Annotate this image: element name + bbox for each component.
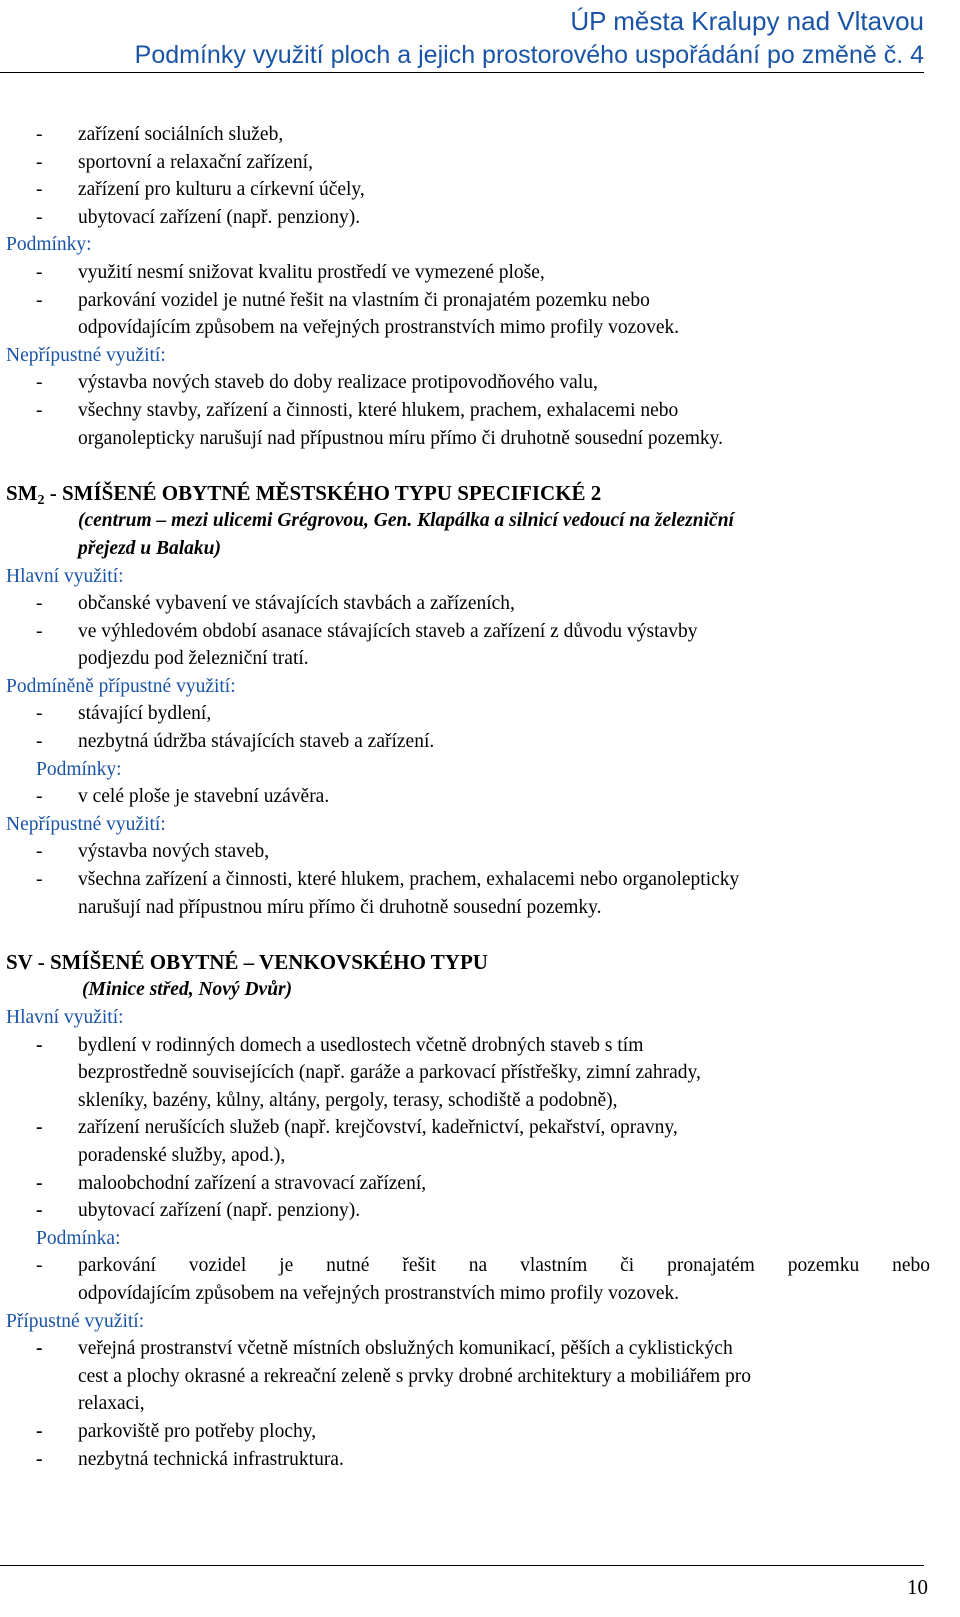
list-item: - zařízení sociálních služeb, [36, 124, 284, 145]
list-item-continuation: organolepticky narušují nad přípustnou míru přímo či druhotně sousední pozemky. [78, 427, 724, 449]
list-item: - všechna zařízení a činnosti, které hlukem, prachem, exhalacemi nebo organolepticky [36, 869, 740, 891]
condition-label: Podmínka: [36, 1227, 121, 1249]
allowed-use-label: Přípustné využití: [6, 1310, 145, 1332]
page-header [0, 0, 924, 73]
conditions-label: Podmínky: [6, 234, 92, 256]
list-item: - ubytovací zařízení (např. penziony). [36, 206, 361, 228]
section-location-continuation: přejezd u Balaku) [78, 537, 222, 559]
section-location: (centrum – mezi ulicemi Grégrovou, Gen. Klapálka a silnicí vedoucí na železniční [78, 510, 734, 532]
list-item-continuation: narušují nad přípustnou míru přímo či druhotně sousední pozemky. [78, 896, 602, 918]
list-item: - zařízení nerušících služeb (např. krejčovství, kadeřnictví, pekařství, opravny, [36, 1117, 678, 1139]
conditional-use-label: Podmíněně přípustné využití: [6, 675, 236, 697]
list-item-continuation: odpovídajícím způsobem na veřejných prostranstvích mimo profily vozovek. [78, 317, 680, 339]
list-item-continuation: odpovídajícím způsobem na veřejných prostranstvích mimo profily vozovek. [78, 1282, 680, 1304]
document-title: ÚP města Kralupy nad Vltavou [570, 6, 924, 36]
list-item: - sportovní a relaxační zařízení, [36, 151, 313, 173]
list-item: - ubytovací zařízení (např. penziony). [36, 1200, 361, 1222]
list-item: - nezbytná technická infrastruktura. [36, 1448, 344, 1470]
forbidden-label: Nepřípustné využití: [6, 344, 166, 366]
footer-divider [0, 1565, 924, 1566]
section-location: (Minice střed, Nový Dvůr) [82, 979, 293, 1001]
list-item: - občanské vybavení ve stávajících stavbách a zařízeních, [36, 593, 515, 615]
list-item: - výstavba nových staveb, [36, 841, 270, 863]
page-number: 10 [907, 1575, 928, 1599]
section-heading-sv: SV - SMÍŠENÉ OBYTNÉ – VENKOVSKÉHO TYPU [6, 949, 488, 974]
list-item: - parkoviště pro potřeby plochy, [36, 1420, 317, 1442]
list-item: - parkování vozidel je nutné řešit na vlastním či pronajatém pozemku nebo [36, 1255, 930, 1277]
list-item: - využití nesmí snižovat kvalitu prostředí ve vymezené ploše, [36, 261, 545, 283]
list-item-continuation: skleníky, bazény, kůlny, altány, pergoly, terasy, schodiště a podobně), [78, 1089, 618, 1111]
list-item-continuation: bezprostředně souvisejících (např. garáže a parkovací přístřešky, zimní zahrady, [78, 1062, 701, 1084]
list-item: - výstavba nových staveb do doby realizace protipovodňového valu, [36, 372, 598, 394]
list-item-continuation: relaxaci, [78, 1393, 145, 1415]
list-item: - maloobchodní zařízení a stravovací zařízení, [36, 1172, 427, 1194]
list-item: - všechny stavby, zařízení a činnosti, které hlukem, prachem, exhalacemi nebo [36, 399, 679, 421]
list-item: - stávající bydlení, [36, 703, 212, 725]
section-heading-sm2: $SM_2$ - SMÍŠENÉ OBYTNÉ MĚSTSKÉHO TYPU SPECIFICKÉ 2 [6, 480, 602, 508]
document-subtitle: Podmínky využití ploch a jejich prostorového uspořádání po změně č. 4 [134, 41, 924, 69]
list-item: - v celé ploše je stavební uzávěra. [36, 786, 330, 808]
list-item: - parkování vozidel je nutné řešit na vlastním či pronajatém pozemku nebo [36, 289, 650, 311]
list-item-continuation: cest a plochy okrasné a rekreační zeleně s prvky drobné architektury a mobiliářem pro [78, 1365, 752, 1387]
list-item: - ve výhledovém období asanace stávajících staveb a zařízení z důvodu výstavby [36, 620, 698, 642]
list-item: - zařízení pro kulturu a církevní účely, [36, 179, 365, 201]
list-item-continuation: podjezdu pod železniční tratí. [78, 648, 309, 670]
list-item: - bydlení v rodinných domech a usedlostech včetně drobných staveb s tím [36, 1034, 644, 1056]
main-use-label: Hlavní využití: [6, 1007, 124, 1028]
document-body [6, 121, 930, 1473]
forbidden-label: Nepřípustné využití: [6, 813, 166, 835]
list-item: - veřejná prostranství včetně místních obslužných komunikací, pěších a cyklistických [36, 1338, 733, 1360]
main-use-label: Hlavní využití: [6, 565, 124, 587]
list-item: - nezbytná údržba stávajících staveb a zařízení. [36, 731, 435, 753]
list-item-continuation: poradenské služby, apod.), [78, 1144, 286, 1166]
conditions-label: Podmínky: [36, 758, 122, 780]
